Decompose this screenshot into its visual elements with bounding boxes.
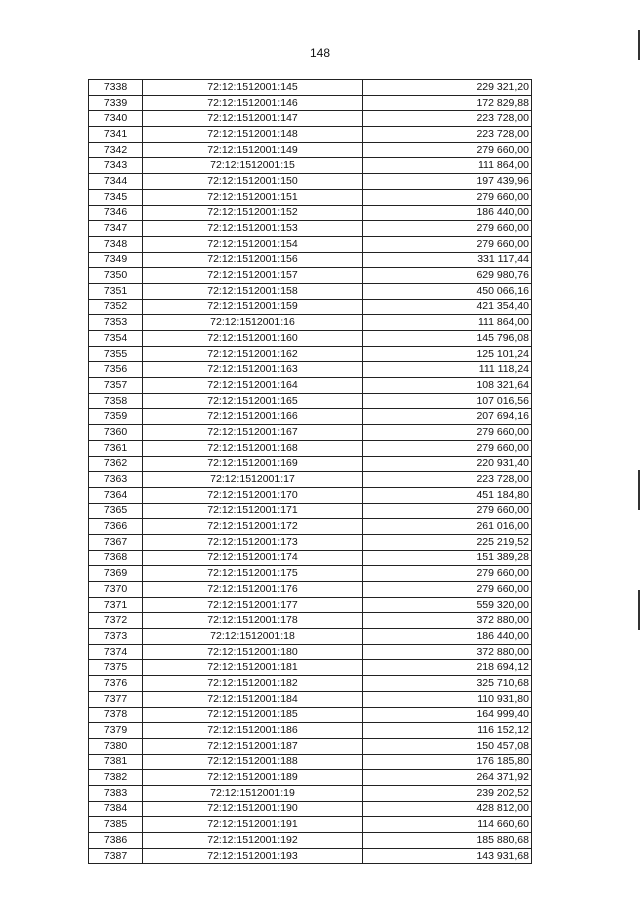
table-row: [89, 268, 532, 284]
row-number-cell: 7352: [89, 299, 143, 315]
cadastral-number-cell: 72:12:1512001:173: [143, 534, 363, 550]
row-number-cell: 7365: [89, 503, 143, 519]
table-row: [89, 331, 532, 347]
cadastral-number-cell: 72:12:1512001:181: [143, 660, 363, 676]
row-number-cell: 7362: [89, 456, 143, 472]
cadastral-number-cell: 72:12:1512001:153: [143, 221, 363, 237]
row-number-cell: 7350: [89, 268, 143, 284]
table-row: [89, 487, 532, 503]
table-row: [89, 817, 532, 833]
row-number-cell: 7356: [89, 362, 143, 378]
row-number-cell: 7338: [89, 80, 143, 96]
table-row: [89, 80, 532, 96]
cadastral-number-cell: 72:12:1512001:189: [143, 770, 363, 786]
row-number-cell: 7346: [89, 205, 143, 221]
cadastral-value-cell: 239 202,52: [363, 785, 532, 801]
table-row: [89, 409, 532, 425]
cadastral-number-cell: 72:12:1512001:163: [143, 362, 363, 378]
cadastral-value-cell: 279 660,00: [363, 189, 532, 205]
cadastral-value-cell: 223 728,00: [363, 127, 532, 143]
cadastral-value-cell: 186 440,00: [363, 205, 532, 221]
row-number-cell: 7364: [89, 487, 143, 503]
cadastral-number-cell: 72:12:1512001:156: [143, 252, 363, 268]
cadastral-value-cell: 145 796,08: [363, 331, 532, 347]
cadastral-number-cell: 72:12:1512001:180: [143, 644, 363, 660]
table-row: [89, 378, 532, 394]
cadastral-number-cell: 72:12:1512001:187: [143, 738, 363, 754]
cadastral-number-cell: 72:12:1512001:168: [143, 440, 363, 456]
cadastral-value-cell: 559 320,00: [363, 597, 532, 613]
table-row: [89, 158, 532, 174]
cadastral-value-cell: 111 864,00: [363, 315, 532, 331]
cadastral-number-cell: 72:12:1512001:148: [143, 127, 363, 143]
row-number-cell: 7342: [89, 142, 143, 158]
table-row: [89, 597, 532, 613]
table-row: [89, 691, 532, 707]
cadastral-value-cell: 116 152,12: [363, 723, 532, 739]
cadastral-number-cell: 72:12:1512001:164: [143, 378, 363, 394]
row-number-cell: 7372: [89, 613, 143, 629]
row-number-cell: 7340: [89, 111, 143, 127]
table-row: [89, 566, 532, 582]
table-row: [89, 676, 532, 692]
table-row: [89, 221, 532, 237]
table-row: [89, 707, 532, 723]
table-row: [89, 315, 532, 331]
cadastral-number-cell: 72:12:1512001:167: [143, 425, 363, 441]
row-number-cell: 7354: [89, 331, 143, 347]
row-number-cell: 7375: [89, 660, 143, 676]
cadastral-number-cell: 72:12:1512001:193: [143, 848, 363, 864]
cadastral-number-cell: 72:12:1512001:192: [143, 833, 363, 849]
cadastral-value-cell: 279 660,00: [363, 142, 532, 158]
cadastral-number-cell: 72:12:1512001:165: [143, 393, 363, 409]
cadastral-number-cell: 72:12:1512001:162: [143, 346, 363, 362]
row-number-cell: 7376: [89, 676, 143, 692]
cadastral-value-cell: 218 694,12: [363, 660, 532, 676]
row-number-cell: 7366: [89, 519, 143, 535]
table-row: [89, 236, 532, 252]
cadastral-number-cell: 72:12:1512001:174: [143, 550, 363, 566]
table-row: [89, 252, 532, 268]
table-row: [89, 95, 532, 111]
cadastral-number-cell: 72:12:1512001:170: [143, 487, 363, 503]
row-number-cell: 7374: [89, 644, 143, 660]
table-row: [89, 440, 532, 456]
cadastral-number-cell: 72:12:1512001:17: [143, 472, 363, 488]
cadastral-value-cell: 264 371,92: [363, 770, 532, 786]
row-number-cell: 7361: [89, 440, 143, 456]
table-row: [89, 346, 532, 362]
table-row: [89, 283, 532, 299]
cadastral-value-cell: 176 185,80: [363, 754, 532, 770]
cadastral-number-cell: 72:12:1512001:154: [143, 236, 363, 252]
cadastral-number-cell: 72:12:1512001:185: [143, 707, 363, 723]
row-number-cell: 7379: [89, 723, 143, 739]
cadastral-number-cell: 72:12:1512001:16: [143, 315, 363, 331]
table-row: [89, 205, 532, 221]
row-number-cell: 7359: [89, 409, 143, 425]
row-number-cell: 7381: [89, 754, 143, 770]
cadastral-value-cell: 279 660,00: [363, 221, 532, 237]
row-number-cell: 7377: [89, 691, 143, 707]
cadastral-value-cell: 279 660,00: [363, 582, 532, 598]
row-number-cell: 7357: [89, 378, 143, 394]
cadastral-number-cell: 72:12:1512001:184: [143, 691, 363, 707]
cadastral-value-cell: 279 660,00: [363, 503, 532, 519]
row-number-cell: 7353: [89, 315, 143, 331]
cadastral-value-cell: 110 931,80: [363, 691, 532, 707]
table-row: [89, 189, 532, 205]
cadastral-value-cell: 225 219,52: [363, 534, 532, 550]
table-row: [89, 801, 532, 817]
cadastral-value-cell: 108 321,64: [363, 378, 532, 394]
table-row: [89, 550, 532, 566]
table-row: [89, 456, 532, 472]
cadastral-number-cell: 72:12:1512001:15: [143, 158, 363, 174]
cadastral-value-cell: 186 440,00: [363, 629, 532, 645]
cadastral-value-cell: 450 066,16: [363, 283, 532, 299]
cadastral-value-cell: 223 728,00: [363, 472, 532, 488]
row-number-cell: 7347: [89, 221, 143, 237]
cadastral-number-cell: 72:12:1512001:157: [143, 268, 363, 284]
table-row: [89, 770, 532, 786]
cadastral-number-cell: 72:12:1512001:169: [143, 456, 363, 472]
cadastral-number-cell: 72:12:1512001:191: [143, 817, 363, 833]
table-row: [89, 299, 532, 315]
table-row: [89, 472, 532, 488]
row-number-cell: 7351: [89, 283, 143, 299]
cadastral-value-cell: 372 880,00: [363, 613, 532, 629]
table-row: [89, 833, 532, 849]
table-row: [89, 644, 532, 660]
table-body: [89, 80, 532, 864]
cadastral-number-cell: 72:12:1512001:160: [143, 331, 363, 347]
cadastral-value-cell: 111 864,00: [363, 158, 532, 174]
cadastral-value-cell: 107 016,56: [363, 393, 532, 409]
table-row: [89, 534, 532, 550]
cadastral-value-cell: 223 728,00: [363, 111, 532, 127]
cadastral-value-cell: 185 880,68: [363, 833, 532, 849]
cadastral-number-cell: 72:12:1512001:166: [143, 409, 363, 425]
row-number-cell: 7383: [89, 785, 143, 801]
row-number-cell: 7344: [89, 174, 143, 190]
row-number-cell: 7369: [89, 566, 143, 582]
row-number-cell: 7363: [89, 472, 143, 488]
table-row: [89, 362, 532, 378]
row-number-cell: 7345: [89, 189, 143, 205]
cadastral-number-cell: 72:12:1512001:172: [143, 519, 363, 535]
row-number-cell: 7382: [89, 770, 143, 786]
table-row: [89, 738, 532, 754]
table-row: [89, 519, 532, 535]
table-row: [89, 723, 532, 739]
cadastral-value-cell: 143 931,68: [363, 848, 532, 864]
cadastral-value-cell: 279 660,00: [363, 566, 532, 582]
cadastral-value-cell: 207 694,16: [363, 409, 532, 425]
row-number-cell: 7384: [89, 801, 143, 817]
row-number-cell: 7373: [89, 629, 143, 645]
cadastral-value-cell: 331 117,44: [363, 252, 532, 268]
page-number: 148: [309, 46, 331, 60]
row-number-cell: 7371: [89, 597, 143, 613]
cadastral-value-cell: 372 880,00: [363, 644, 532, 660]
cadastral-value-cell: 261 016,00: [363, 519, 532, 535]
cadastral-number-cell: 72:12:1512001:146: [143, 95, 363, 111]
cadastral-value-cell: 151 389,28: [363, 550, 532, 566]
table-row: [89, 127, 532, 143]
row-number-cell: 7370: [89, 582, 143, 598]
table-row: [89, 582, 532, 598]
cadastral-number-cell: 72:12:1512001:152: [143, 205, 363, 221]
row-number-cell: 7341: [89, 127, 143, 143]
row-number-cell: 7380: [89, 738, 143, 754]
cadastral-number-cell: 72:12:1512001:188: [143, 754, 363, 770]
table-row: [89, 754, 532, 770]
cadastral-value-cell: 229 321,20: [363, 80, 532, 96]
table-row: [89, 174, 532, 190]
table-row: [89, 660, 532, 676]
cadastral-number-cell: 72:12:1512001:186: [143, 723, 363, 739]
cadastral-value-cell: 428 812,00: [363, 801, 532, 817]
row-number-cell: 7339: [89, 95, 143, 111]
cadastral-value-cell: 172 829,88: [363, 95, 532, 111]
row-number-cell: 7378: [89, 707, 143, 723]
table-row: [89, 785, 532, 801]
table-row: [89, 393, 532, 409]
row-number-cell: 7367: [89, 534, 143, 550]
table-row: [89, 629, 532, 645]
row-number-cell: 7343: [89, 158, 143, 174]
row-number-cell: 7386: [89, 833, 143, 849]
row-number-cell: 7348: [89, 236, 143, 252]
cadastral-value-cell: 325 710,68: [363, 676, 532, 692]
cadastral-value-cell: 111 118,24: [363, 362, 532, 378]
table-row: [89, 848, 532, 864]
cadastral-number-cell: 72:12:1512001:159: [143, 299, 363, 315]
cadastral-value-cell: 114 660,60: [363, 817, 532, 833]
cadastral-value-cell: 279 660,00: [363, 440, 532, 456]
cadastral-number-cell: 72:12:1512001:150: [143, 174, 363, 190]
cadastral-value-cell: 451 184,80: [363, 487, 532, 503]
cadastral-number-cell: 72:12:1512001:151: [143, 189, 363, 205]
cadastral-number-cell: 72:12:1512001:190: [143, 801, 363, 817]
cadastral-value-cell: 150 457,08: [363, 738, 532, 754]
table-row: [89, 425, 532, 441]
row-number-cell: 7387: [89, 848, 143, 864]
cadastral-number-cell: 72:12:1512001:182: [143, 676, 363, 692]
row-number-cell: 7358: [89, 393, 143, 409]
cadastral-value-cell: 164 999,40: [363, 707, 532, 723]
table-row: [89, 111, 532, 127]
row-number-cell: 7385: [89, 817, 143, 833]
row-number-cell: 7360: [89, 425, 143, 441]
row-number-cell: 7368: [89, 550, 143, 566]
cadastral-number-cell: 72:12:1512001:176: [143, 582, 363, 598]
cadastral-number-cell: 72:12:1512001:177: [143, 597, 363, 613]
cadastral-number-cell: 72:12:1512001:175: [143, 566, 363, 582]
cadastral-number-cell: 72:12:1512001:145: [143, 80, 363, 96]
table-row: [89, 142, 532, 158]
cadastral-value-cell: 421 354,40: [363, 299, 532, 315]
cadastral-number-cell: 72:12:1512001:18: [143, 629, 363, 645]
cadastral-value-cell: 279 660,00: [363, 236, 532, 252]
cadastral-number-cell: 72:12:1512001:158: [143, 283, 363, 299]
cadastral-value-cell: 125 101,24: [363, 346, 532, 362]
cadastral-number-cell: 72:12:1512001:19: [143, 785, 363, 801]
cadastral-number-cell: 72:12:1512001:178: [143, 613, 363, 629]
cadastral-number-cell: 72:12:1512001:147: [143, 111, 363, 127]
table-row: [89, 613, 532, 629]
table-row: [89, 503, 532, 519]
cadastral-value-cell: 197 439,96: [363, 174, 532, 190]
row-number-cell: 7349: [89, 252, 143, 268]
cadastral-value-cell: 279 660,00: [363, 425, 532, 441]
cadastral-value-cell: 629 980,76: [363, 268, 532, 284]
row-number-cell: 7355: [89, 346, 143, 362]
cadastral-value-cell: 220 931,40: [363, 456, 532, 472]
cadastral-number-cell: 72:12:1512001:171: [143, 503, 363, 519]
cadastral-value-table: [88, 79, 532, 864]
cadastral-number-cell: 72:12:1512001:149: [143, 142, 363, 158]
